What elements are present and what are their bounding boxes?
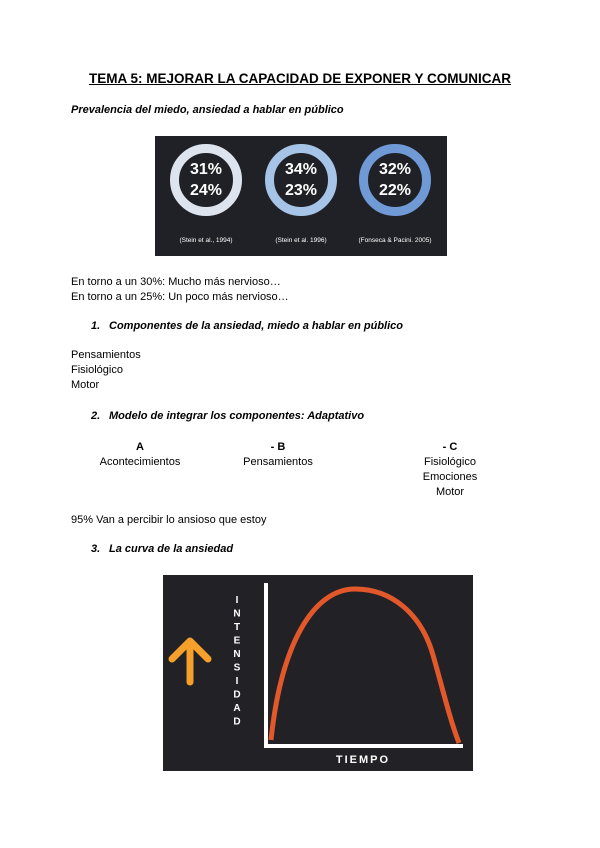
- y-axis-label-letter: D: [233, 689, 241, 701]
- y-axis-label-letter: I: [235, 595, 239, 606]
- stat-value-bottom: 23%: [284, 182, 318, 199]
- page-title: TEMA 5: MEJORAR LA CAPACIDAD DE EXPONER Y COMUNICAR: [88, 71, 512, 86]
- anxiety-curve: [271, 589, 459, 743]
- y-axis-label-letter: D: [233, 716, 241, 728]
- y-axis-label-letter: I: [235, 676, 239, 687]
- column-letter: - B: [270, 441, 286, 453]
- section-title: La curva de la ansiedad: [109, 543, 234, 555]
- y-axis-label: [233, 595, 240, 728]
- section-heading-1: [91, 320, 403, 332]
- citation-1: (Stein et al., 1994): [179, 237, 233, 244]
- y-axis-label-letter: E: [233, 635, 241, 647]
- section-title: Modelo de integrar los componentes: Adaptativo: [109, 410, 365, 422]
- list-item: Pensamientos: [71, 349, 141, 361]
- stat-ring-1: [170, 144, 242, 216]
- list-item: Motor: [71, 379, 100, 391]
- citation-3: (Fonseca & Pacini. 2005): [358, 237, 432, 244]
- y-axis-label-letter: S: [233, 662, 241, 674]
- section-title: Componentes de la ansiedad, miedo a hablar en público: [109, 320, 404, 332]
- section-heading-2: [91, 410, 364, 422]
- intro-line-2: En torno a un 25%: Un poco más nervioso…: [71, 291, 289, 303]
- up-arrow-icon: [172, 641, 208, 682]
- y-axis-label-letter: A: [233, 703, 241, 714]
- curve-svg: [163, 575, 473, 771]
- subtitle: Prevalencia del miedo, ansiedad a hablar en público: [71, 104, 344, 116]
- section-number: 2.: [91, 410, 101, 422]
- section-number: 3.: [91, 543, 101, 555]
- list-item: Fisiológico: [71, 364, 123, 376]
- prevalence-figure: [155, 136, 447, 256]
- section-number: 1.: [91, 320, 101, 332]
- stat-value-bottom: 22%: [378, 182, 412, 199]
- column-line: Fisiológico: [424, 456, 476, 468]
- y-axis-label-letter: T: [233, 622, 241, 633]
- y-axis-label-letter: N: [233, 608, 241, 620]
- stat-value-top: 32%: [378, 161, 412, 178]
- stat-ring-2: [265, 144, 337, 216]
- stat-value-top: 31%: [189, 161, 223, 178]
- note-line: 95% Van a percibir lo ansioso que estoy: [71, 514, 267, 526]
- x-axis-label: TIEMPO: [335, 754, 391, 766]
- column-line: Acontecimientos: [99, 456, 181, 468]
- column-line: Motor: [435, 486, 465, 498]
- section-heading-3: [91, 543, 233, 555]
- stat-value-top: 34%: [284, 161, 318, 178]
- model-column-b: [228, 440, 328, 470]
- anxiety-curve-figure: [163, 575, 473, 771]
- stat-value-bottom: 24%: [189, 182, 223, 199]
- intro-line-1: En torno a un 30%: Mucho más nervioso…: [71, 276, 281, 288]
- column-letter: - C: [442, 441, 458, 453]
- column-line: Pensamientos: [243, 456, 313, 468]
- y-axis-label-letter: N: [233, 649, 241, 660]
- citation-2: (Stein et al. 1996): [275, 237, 327, 244]
- model-column-a: [90, 440, 190, 470]
- column-line: Emociones: [422, 471, 478, 483]
- column-letter: A: [136, 441, 144, 453]
- stat-ring-3: [359, 144, 431, 216]
- model-column-c: [400, 440, 500, 500]
